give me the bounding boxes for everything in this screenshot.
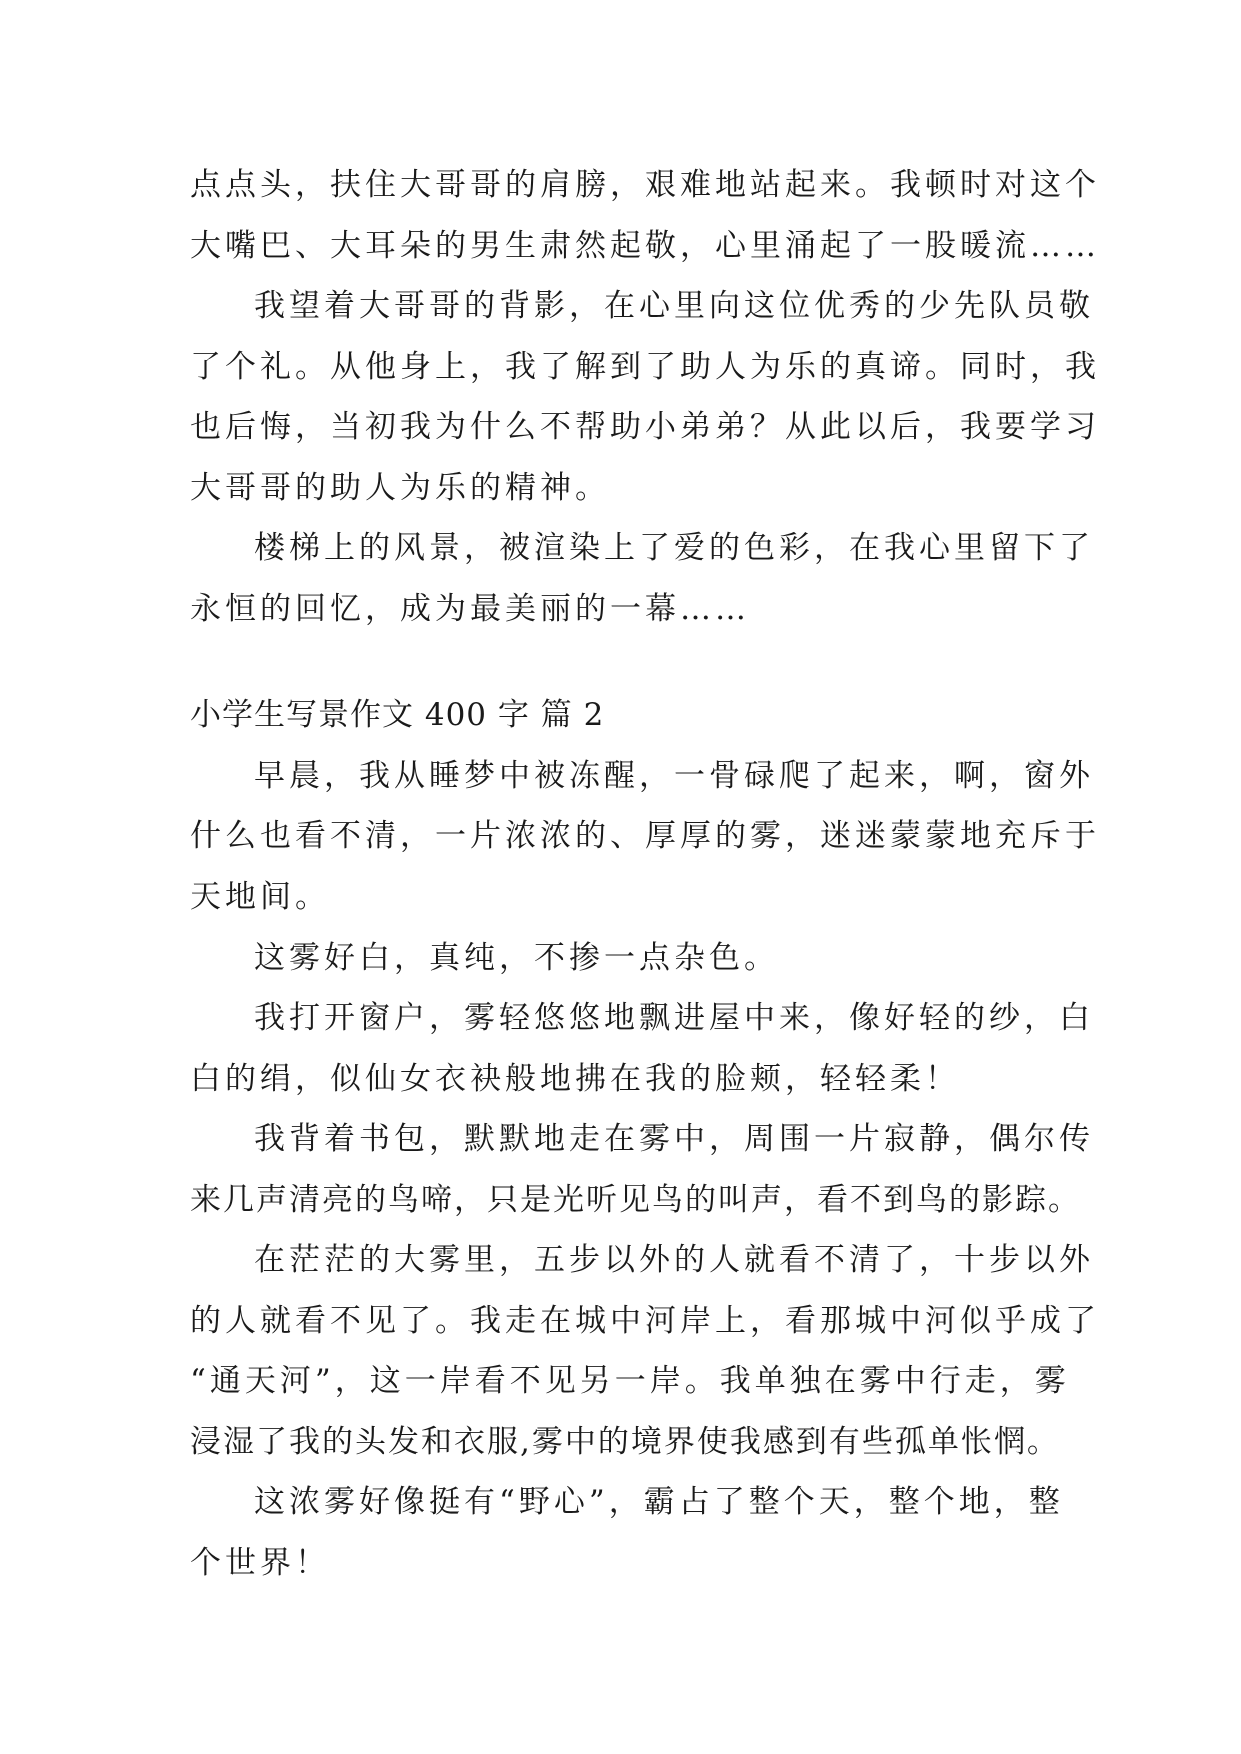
paragraph-line: “通天河”，这一岸看不见另一岸。我单独在雾中行走，雾 <box>190 1363 1070 1399</box>
paragraph-line: 来几声清亮的鸟啼，只是光听见鸟的叫声，看不到鸟的影踪。 <box>190 1182 1081 1218</box>
paragraph-line: 我背着书包，默默地走在雾中，周围一片寂静，偶尔传 <box>254 1121 1094 1157</box>
paragraph-line: 天地间。 <box>190 879 330 915</box>
paragraph-line: 我望着大哥哥的背影，在心里向这位优秀的少先队员敬 <box>254 288 1094 324</box>
paragraph-line: 早晨，我从睡梦中被冻醒，一骨碌爬了起来，啊，窗外 <box>254 758 1094 794</box>
paragraph-line: 的人就看不见了。我走在城中河岸上，看那城中河似乎成了 <box>190 1303 1100 1339</box>
paragraph-line: 了个礼。从他身上，我了解到了助人为乐的真谛。同时，我 <box>190 349 1100 385</box>
paragraph-line: 在茫茫的大雾里，五步以外的人就看不清了，十步以外 <box>254 1242 1094 1278</box>
paragraph-line: 这雾好白，真纯，不掺一点杂色。 <box>254 940 779 976</box>
paragraph-line: 大哥哥的助人为乐的精神。 <box>190 470 610 506</box>
section-heading: 小学生写景作文 400 字 篇 2 <box>190 697 605 733</box>
paragraph-line: 楼梯上的风景，被渲染上了爱的色彩，在我心里留下了 <box>254 530 1094 566</box>
paragraph-line: 个世界！ <box>190 1545 330 1581</box>
paragraph-line: 浸湿了我的头发和衣服,雾中的境界使我感到有些孤单怅惘。 <box>190 1424 1060 1460</box>
paragraph-line: 也后悔，当初我为什么不帮助小弟弟？从此以后，我要学习 <box>190 409 1100 445</box>
paragraph-line: 这浓雾好像挺有“野心”，霸占了整个天，整个地，整 <box>254 1484 1064 1520</box>
paragraph-line: 我打开窗户，雾轻悠悠地飘进屋中来，像好轻的纱，白 <box>254 1000 1094 1036</box>
paragraph-line: 大嘴巴、大耳朵的男生肃然起敬，心里涌起了一股暖流…… <box>190 228 1100 264</box>
paragraph-line: 白的绢，似仙女衣袂般地拂在我的脸颊，轻轻柔！ <box>190 1061 960 1097</box>
paragraph-line: 点点头，扶住大哥哥的肩膀，艰难地站起来。我顿时对这个 <box>190 167 1100 203</box>
paragraph-line: 什么也看不清，一片浓浓的、厚厚的雾，迷迷蒙蒙地充斥于 <box>190 818 1100 854</box>
paragraph-line: 永恒的回忆，成为最美丽的一幕…… <box>190 591 750 627</box>
